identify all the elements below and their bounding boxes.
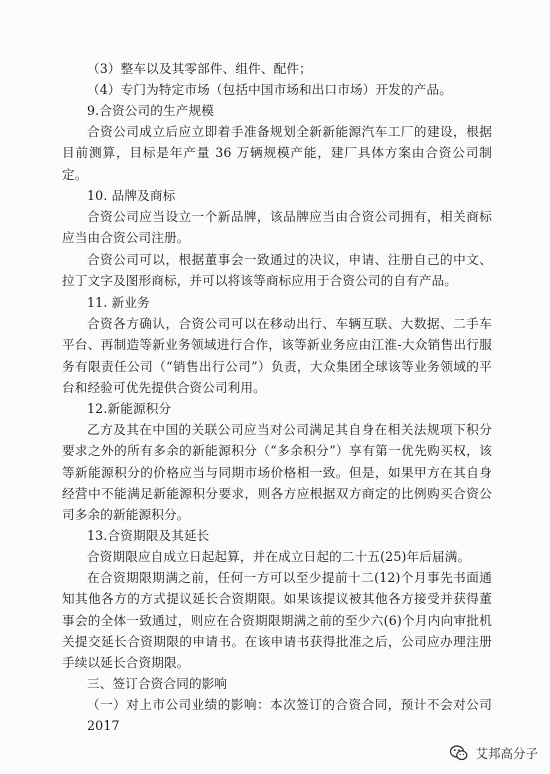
section-heading-9: 9.合资公司的生产规模	[87, 103, 215, 118]
watermark	[449, 740, 538, 766]
section-heading-13: 13.合资期限及其延长	[87, 528, 210, 543]
section-heading-10: 10. 品牌及商标	[87, 188, 176, 203]
paragraph-new-business: 合资各方确认，合资公司可以在移动出行、车辆互联、大数据、二手车平台、再制造等新业务领域进行合作，该等新业务应由江淮-大众销售出行服务有限责任公司（“销售出行公司”）负责，大众集团全球该等业务领域的平台和经验可优先提供合资公司利用。	[62, 316, 492, 395]
list-item-3: （3）整车以及其零部件、组件、配件；	[87, 61, 312, 76]
paragraph-trademark: 合资公司可以，根据董事会一致通过的决议，申请、注册自己的中文、拉丁文字及图形商标，并可以将该等商标应用于合资公司的自有产品。	[62, 252, 492, 289]
paragraph-nev-credits: 乙方及其在中国的关联公司应当对公司满足其自身在相关法规项下积分要求之外的所有多余的新能源积分（“多余积分”）享有第一优先购买权，该等新能源积分的价格应当与同期市场价格相一致。但是，如果甲方在其自身经营中不能满足新能源积分要求，则各方应根据双方商定的比例购买合资公司多余的新能源积分。	[62, 422, 492, 522]
section-heading-3: 三、签订合资合同的影响	[87, 676, 228, 691]
paragraph-production-scale: 合资公司成立后应立即着手准备规划全新新能源汽车工厂的建设，根据目前测算，目标是年产量 36 万辆规模产能，建厂具体方案由合资公司制定。	[62, 124, 492, 182]
section-heading-12: 12.新能源积分	[87, 401, 172, 416]
paragraph-jv-term: 合资期限应自成立日起起算，并在成立日起的二十五(25)年后届满。	[87, 549, 471, 564]
paragraph-impact: （一）对上市公司业绩的影响：本次签订的合资合同，预计不会对公司 2017	[87, 697, 492, 734]
paragraph-brand: 合资公司应当设立一个新品牌，该品牌应当由合资公司拥有，相关商标应当由合资公司注册。	[62, 209, 492, 246]
paragraph-jv-extension: 在合资期限期满之前，任何一方可以至少提前十二(12)个月事先书面通知其他各方的方式提议延长合资期限。如果该提议被其他各方接受并获得董事会的全体一致通过，则应在合资期限期满之前的至少六(6)个月内向审批机关提交延长合资期限的申请书。在该申请书获得批准之后，公司应办理注册手续以延长合资期限。	[62, 570, 492, 670]
watermark-text: 艾邦高分子	[475, 746, 538, 761]
section-heading-11: 11. 新业务	[87, 295, 150, 310]
wechat-icon	[449, 743, 469, 763]
list-item-4: （4）专门为特定市场（包括中国市场和出口市场）开发的产品。	[87, 82, 452, 97]
